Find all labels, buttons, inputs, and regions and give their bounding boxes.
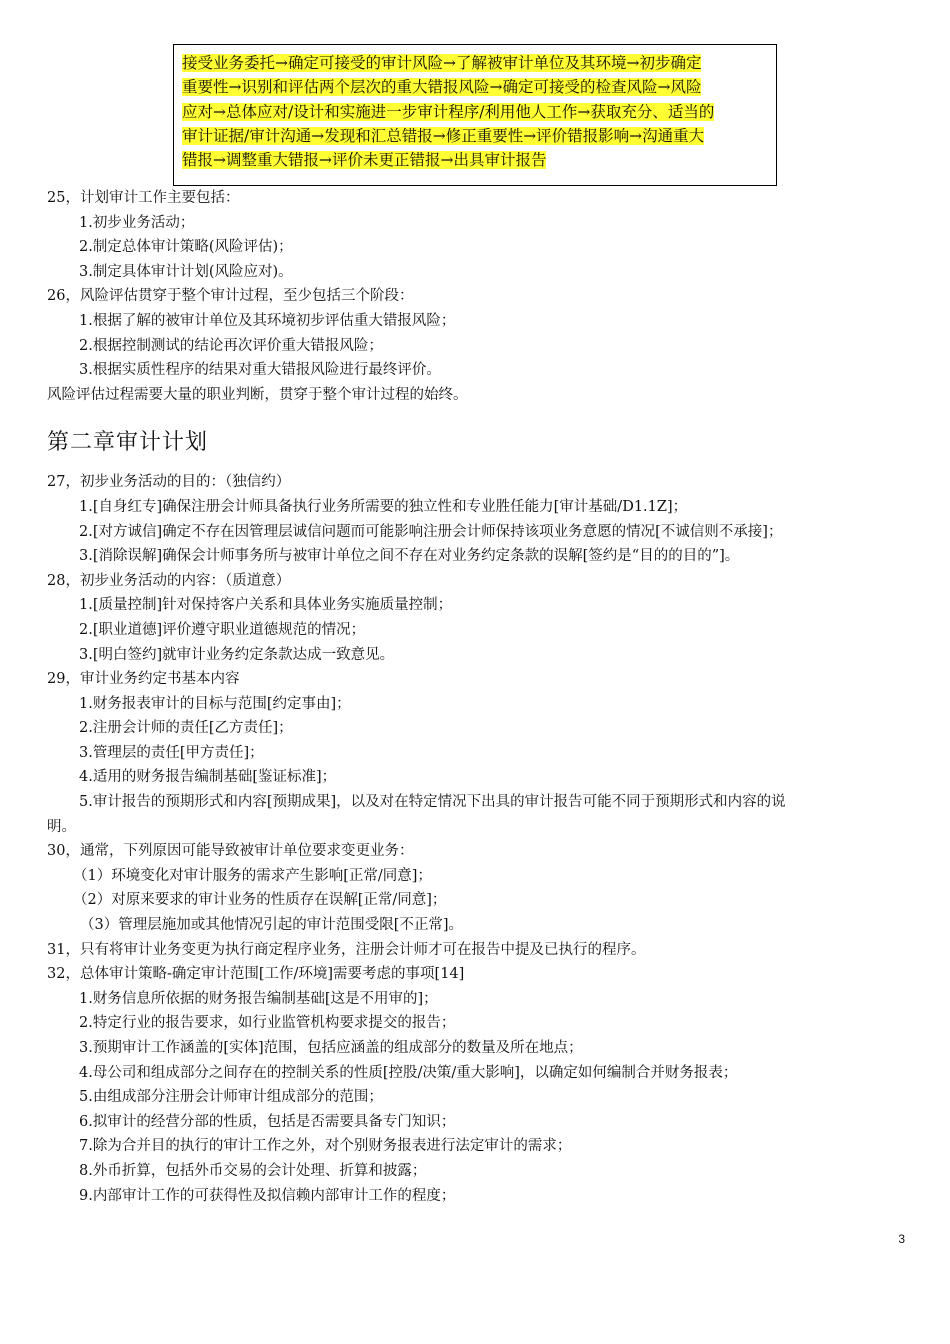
list-item: 1.财务报表审计的目标与范围[约定事由]； <box>79 695 351 712</box>
chapter-title: 第二章审计计划 <box>47 430 209 456</box>
list-item: 5.审计报告的预期形式和内容[预期成果]，以及对在特定情况下出具的审计报告可能不同于预期形式和内容的说 <box>79 794 786 811</box>
list-item: 2.特定行业的报告要求，如行业监管机构要求提交的报告； <box>79 1015 456 1032</box>
section-29-title: 29，审计业务约定书基本内容 <box>47 671 240 688</box>
list-item: 4.母公司和组成部分之间存在的控制关系的性质[控股/决策/重大影响]，以确定如何编制合并财务报表； <box>79 1064 738 1081</box>
list-item: 7.除为合并目的执行的审计工作之外，对个别财务报表进行法定审计的需求； <box>79 1138 572 1155</box>
list-item: （3）管理层施加或其他情况引起的审计范围受限[不正常]。 <box>80 917 464 934</box>
list-item: 3.[明白签约]就审计业务约定条款达成一致意见。 <box>79 646 395 663</box>
section-31-title: 31，只有将审计业务变更为执行商定程序业务，注册会计师才可在报告中提及已执行的程序。 <box>47 941 646 958</box>
flow-line: 重要性→识别和评估两个层次的重大错报风险→确定可接受的检查风险→风险 <box>182 78 702 97</box>
list-item: 4.适用的财务报告编制基础[鉴证标准]； <box>79 769 337 786</box>
list-item: 3.管理层的责任[甲方责任]； <box>79 744 264 761</box>
list-item: 5.由组成部分注册会计师审计组成部分的范围； <box>79 1089 383 1106</box>
list-item-continuation: 明。 <box>47 818 76 835</box>
section-25-title: 25，计划审计工作主要包括： <box>47 190 240 206</box>
list-item: 2.制定总体审计策略(风险评估)； <box>79 239 293 256</box>
list-item: 1.根据了解的被审计单位及其环境初步评估重大错报风险； <box>79 312 456 329</box>
list-item: 3.根据实质性程序的结果对重大错报风险进行最终评价。 <box>79 362 441 379</box>
list-item: 1.财务信息所依据的财务报告编制基础[这是不用审的]； <box>79 990 438 1007</box>
list-item: 3.制定具体审计计划(风险应对)。 <box>79 263 293 280</box>
section-30-title: 30，通常，下列原因可能导致被审计单位要求变更业务： <box>47 843 414 860</box>
list-item: 3.预期审计工作涵盖的[实体]范围，包括应涵盖的组成部分的数量及所在地点； <box>79 1040 583 1056</box>
document-body <box>47 186 907 1208</box>
list-item: 1.初步业务活动； <box>79 214 195 231</box>
list-item: 2.[职业道德]评价遵守职业道德规范的情况； <box>79 621 366 638</box>
list-item: 3.[消除误解]确保会计师事务所与被审计单位之间不存在对业务约定条款的误解[签约是“目的的目的”]。 <box>79 548 740 565</box>
section-27-title: 27，初步业务活动的目的：（独信约） <box>47 474 291 491</box>
section-26-title: 26，风险评估贯穿于整个审计过程，至少包括三个阶段： <box>47 288 414 305</box>
list-item: 2.注册会计师的责任[乙方责任]； <box>79 720 293 737</box>
list-item: 8.外币折算，包括外币交易的会计处理、折算和披露； <box>79 1162 427 1179</box>
list-item: 2.根据控制测试的结论再次评价重大错报风险； <box>79 337 383 354</box>
section-32-title: 32，总体审计策略-确定审计范围[工作/环境]需要考虑的事项[14] <box>47 966 465 983</box>
flow-line: 应对→总体应对/设计和实施进一步审计程序/利用他人工作→获取充分、适当的 <box>182 102 715 121</box>
list-item: （2）对原来要求的审计业务的性质存在误解[正常/同意]； <box>73 892 447 909</box>
list-item: 1.[质量控制]针对保持客户关系和具体业务实施质量控制； <box>79 597 453 614</box>
page-number: 3 <box>898 1232 905 1246</box>
audit-flow-box <box>173 44 777 186</box>
flow-line: 接受业务委托→确定可接受的审计风险→了解被审计单位及其环境→初步确定 <box>182 54 702 72</box>
section-26-note: 风险评估过程需要大量的职业判断，贯穿于整个审计过程的始终。 <box>47 386 468 403</box>
flow-line: 错报→调整重大错报→评价未更正错报→出具审计报告 <box>182 151 547 170</box>
section-28-title: 28，初步业务活动的内容：（质道意） <box>47 572 291 589</box>
list-item: 1.[自身红专]确保注册会计师具备执行业务所需要的独立性和专业胜任能力[审计基础/D1.1Z]； <box>79 498 688 515</box>
list-item: （1）环境变化对审计服务的需求产生影响[正常/同意]； <box>73 867 432 884</box>
list-item: 9.内部审计工作的可获得性及拟信赖内部审计工作的程度； <box>79 1187 456 1204</box>
flow-line: 审计证据/审计沟通→发现和汇总错报→修正重要性→评价错报影响→沟通重大 <box>182 126 705 145</box>
list-item: 6.拟审计的经营分部的性质，包括是否需要具备专门知识； <box>79 1113 456 1130</box>
list-item: 2.[对方诚信]确定不存在因管理层诚信问题而可能影响注册会计师保持该项业务意愿的情况[不诚信则不承接]； <box>79 523 783 540</box>
